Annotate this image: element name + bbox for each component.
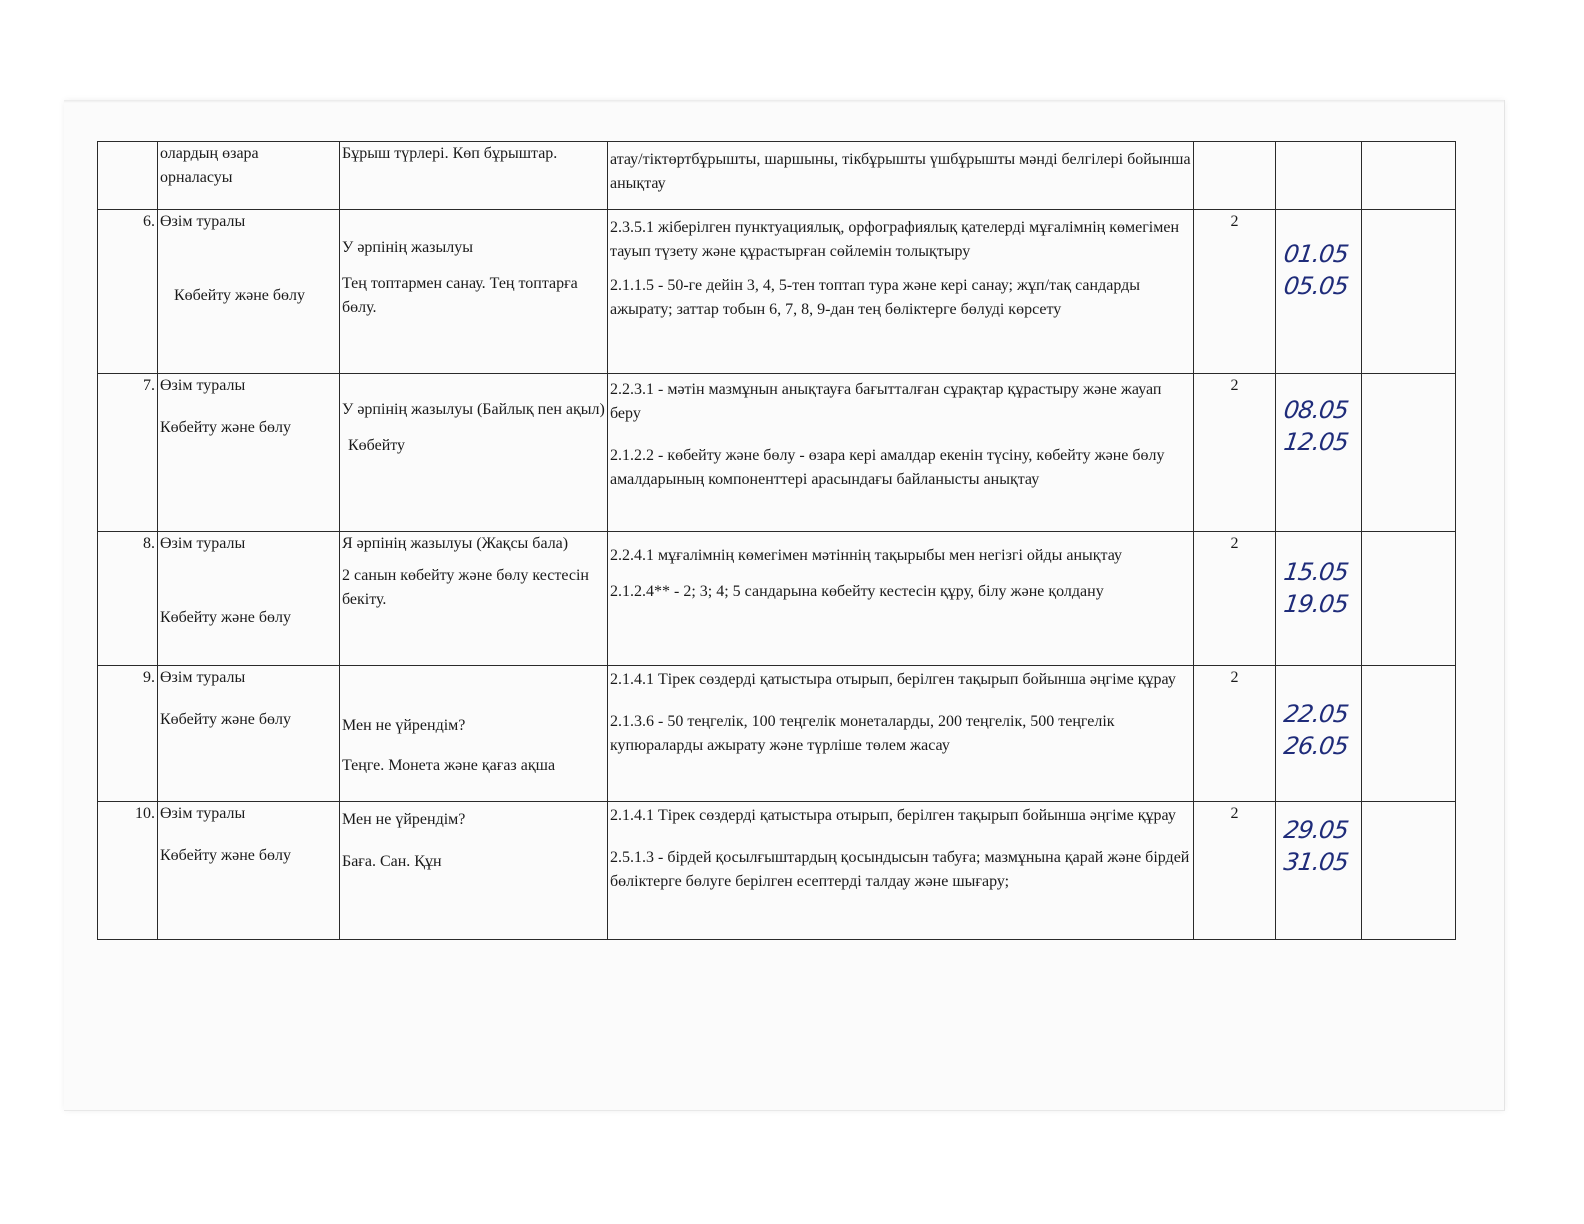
- objective-text: 2.1.4.1 Тірек сөздерді қатыстыра отырып, берілген тақырып бойынша әңгіме құрау: [610, 807, 1176, 824]
- handwritten-date: 12.05: [1282, 428, 1350, 456]
- subject-cell: [340, 374, 608, 532]
- hours-cell: 2: [1194, 532, 1276, 666]
- objectives-cell: [608, 666, 1194, 802]
- hours-cell: 2: [1194, 802, 1276, 940]
- topic-cell: [158, 532, 340, 666]
- hours-cell: [1194, 142, 1276, 210]
- subject-text: Баға. Сан. Құн: [342, 853, 442, 870]
- table-row: [98, 666, 1456, 802]
- objectives-cell: [608, 532, 1194, 666]
- objective-text: 2.5.1.3 - бірдей қосылғыштардың қосындысын табуға; мазмұнына қарай және бірдей бөліктерге бөлуге берілген есептерді талдау және шығару;: [610, 849, 1190, 890]
- dates-cell: [1276, 532, 1362, 666]
- subject-cell: [340, 142, 608, 210]
- subject-text: Мен не үйрендім?: [342, 811, 466, 828]
- dates-cell: [1276, 142, 1362, 210]
- subject-text: Я әрпінің жазылуы (Жақсы бала): [342, 535, 569, 552]
- handwritten-date: 08.05: [1282, 396, 1350, 424]
- objective-text: 2.1.1.5 - 50-ге дейін 3, 4, 5-тен топтап тура және кері санау; жұп/тақ сандарды ажырату; заттар тобын 6, 7, 8, 9-дан тең бөліктерге бөлуді көрсету: [610, 277, 1141, 318]
- topic-text: Өзім туралы: [160, 669, 246, 686]
- topic-text: орналасуы: [160, 169, 233, 186]
- topic-text: Өзім туралы: [160, 805, 246, 822]
- hours-cell: 2: [1194, 210, 1276, 374]
- dates-cell: [1276, 666, 1362, 802]
- subject-text: 2 санын көбейту және бөлу кестесін бекіту.: [342, 567, 589, 608]
- notes-cell: [1362, 802, 1456, 940]
- topic-cell: [158, 210, 340, 374]
- objectives-cell: [608, 374, 1194, 532]
- handwritten-date: 05.05: [1282, 272, 1350, 300]
- topic-cell: [158, 802, 340, 940]
- table-row: [98, 210, 1456, 374]
- row-number: 8.: [98, 532, 158, 666]
- objective-text: 2.1.4.1 Тірек сөздерді қатыстыра отырып, берілген тақырып бойынша әңгіме құрау: [610, 671, 1176, 688]
- topic-text: Көбейту және бөлу: [160, 609, 291, 626]
- handwritten-date: 29.05: [1282, 816, 1350, 844]
- page-edge: [64, 100, 1504, 103]
- hours-cell: 2: [1194, 666, 1276, 802]
- objectives-cell: [608, 142, 1194, 210]
- subject-text: Теңге. Монета және қағаз ақша: [342, 757, 556, 774]
- objective-text: 2.1.3.6 - 50 теңгелік, 100 теңгелік монеталарды, 200 теңгелік, 500 теңгелік купюраларды ажырату және түрліше төлем жасау: [610, 713, 1115, 754]
- subject-text: У әрпінің жазылуы: [342, 239, 473, 256]
- subject-text: Бұрыш түрлері. Көп бұрыштар.: [342, 145, 558, 162]
- handwritten-date: 26.05: [1282, 732, 1350, 760]
- subject-cell: [340, 666, 608, 802]
- topic-text: Өзім туралы: [160, 213, 246, 230]
- objective-text: 2.1.2.2 - көбейту және бөлу - өзара кері амалдар екенін түсіну, көбейту және бөлу амалдарының компоненттері арасындағы байланысты анықтау: [610, 447, 1165, 488]
- objective-text: 2.2.4.1 мұғалімнің көмегімен мәтіннің тақырыбы мен негізгі ойды анықтау: [610, 547, 1123, 564]
- subject-text: Көбейту: [348, 437, 406, 454]
- table-row: [98, 532, 1456, 666]
- handwritten-date: 01.05: [1282, 240, 1350, 268]
- topic-text: олардың өзара: [160, 145, 259, 162]
- subject-cell: [340, 802, 608, 940]
- notes-cell: [1362, 532, 1456, 666]
- notes-cell: [1362, 210, 1456, 374]
- table-row: [98, 374, 1456, 532]
- row-number: 6.: [98, 210, 158, 374]
- subject-cell: [340, 210, 608, 374]
- notes-cell: [1362, 142, 1456, 210]
- topic-text: Өзім туралы: [160, 377, 246, 394]
- table-row: [98, 142, 1456, 210]
- notes-cell: [1362, 666, 1456, 802]
- subject-text: У әрпінің жазылуы (Байлық пен ақыл): [342, 401, 605, 418]
- topic-text: Өзім туралы: [160, 535, 246, 552]
- handwritten-date: 31.05: [1282, 848, 1350, 876]
- row-number: 9.: [98, 666, 158, 802]
- subject-text: Тең топтармен санау. Тең топтарға бөлу.: [342, 275, 578, 316]
- subject-text: Мен не үйрендім?: [342, 717, 466, 734]
- objectives-cell: [608, 210, 1194, 374]
- topic-cell: [158, 666, 340, 802]
- objective-text: 2.3.5.1 жіберілген пунктуациялық, орфографиялық қателерді мұғалімнің көмегімен тауып түзету және құрастырған сөйлемін толықтыру: [610, 219, 1180, 260]
- dates-cell: [1276, 374, 1362, 532]
- row-number: [98, 142, 158, 210]
- row-number: 10.: [98, 802, 158, 940]
- handwritten-date: 15.05: [1282, 558, 1350, 586]
- dates-cell: [1276, 802, 1362, 940]
- topic-cell: [158, 374, 340, 532]
- topic-cell: [158, 142, 340, 210]
- topic-text: Көбейту және бөлу: [174, 287, 305, 304]
- handwritten-date: 22.05: [1282, 700, 1350, 728]
- subject-cell: [340, 532, 608, 666]
- objective-text: атау/тіктөртбұрышты, шаршыны, тікбұрышты үшбұрышты мәнді белгілері бойынша анықтау: [610, 151, 1191, 192]
- topic-text: Көбейту және бөлу: [160, 419, 291, 436]
- objective-text: 2.2.3.1 - мәтін мазмұнын анықтауға бағытталған сұрақтар құрастыру және жауап беру: [610, 381, 1162, 422]
- table-row: [98, 802, 1456, 940]
- hours-cell: 2: [1194, 374, 1276, 532]
- topic-text: Көбейту және бөлу: [160, 847, 291, 864]
- lesson-plan-table: [97, 141, 1456, 940]
- notes-cell: [1362, 374, 1456, 532]
- objectives-cell: [608, 802, 1194, 940]
- dates-cell: [1276, 210, 1362, 374]
- handwritten-date: 19.05: [1282, 590, 1350, 618]
- row-number: 7.: [98, 374, 158, 532]
- objective-text: 2.1.2.4** - 2; 3; 4; 5 сандарына көбейту кестесін құру, білу және қолдану: [610, 583, 1104, 600]
- topic-text: Көбейту және бөлу: [160, 711, 291, 728]
